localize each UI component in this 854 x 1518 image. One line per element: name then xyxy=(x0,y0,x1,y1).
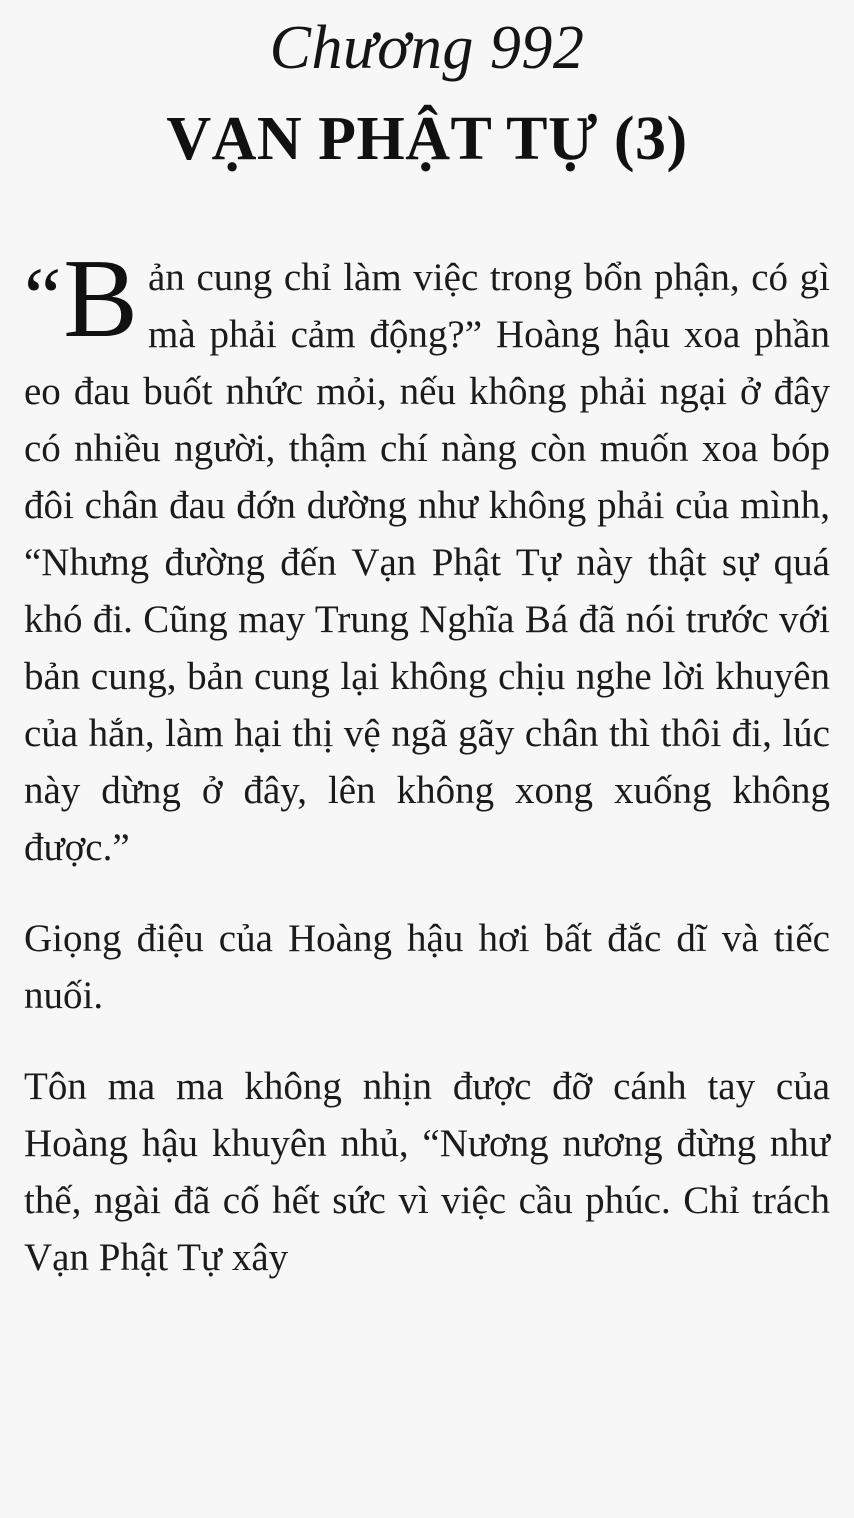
chapter-number: Chương 992 xyxy=(269,14,585,82)
reader-page xyxy=(0,14,854,1518)
paragraph-1-text: ản cung chỉ làm việc trong bổn phận, có gì mà phải cảm động?” Hoàng hậu xoa phần eo đau buốt nhức mỏi, nếu không phải ngại ở đây có nhiều người, thậm chí nàng còn muốn xoa bóp đôi chân đau đớn dường như không phải của mình, “Nhưng đường đến Vạn Phật Tự này thật sự quá khó đi. Cũng may Trung Nghĩa Bá đã nói trước với bản cung, bản cung lại không chịu nghe lời khuyên của hắn, làm hại thị vệ ngã gãy chân thì thôi đi, lúc này dừng ở đây, lên không xong xuống không được.” xyxy=(24,256,830,870)
drop-cap: B xyxy=(63,237,138,362)
chapter-body xyxy=(24,237,830,1286)
page-title: VẠN PHẬT TỰ (3) xyxy=(166,105,688,174)
paragraph-3: Tôn ma ma không nhịn được đỡ cánh tay của Hoàng hậu khuyên nhủ, “Nương nương đừng như thế, ngài đã cố hết sức vì việc cầu phúc. Chỉ trách Vạn Phật Tự xây xyxy=(24,1065,830,1280)
paragraph-1 xyxy=(24,237,830,876)
open-quote-mark: “ xyxy=(24,251,62,345)
paragraph-2: Giọng điệu của Hoàng hậu hơi bất đắc dĩ và tiếc nuối. xyxy=(24,917,830,1018)
